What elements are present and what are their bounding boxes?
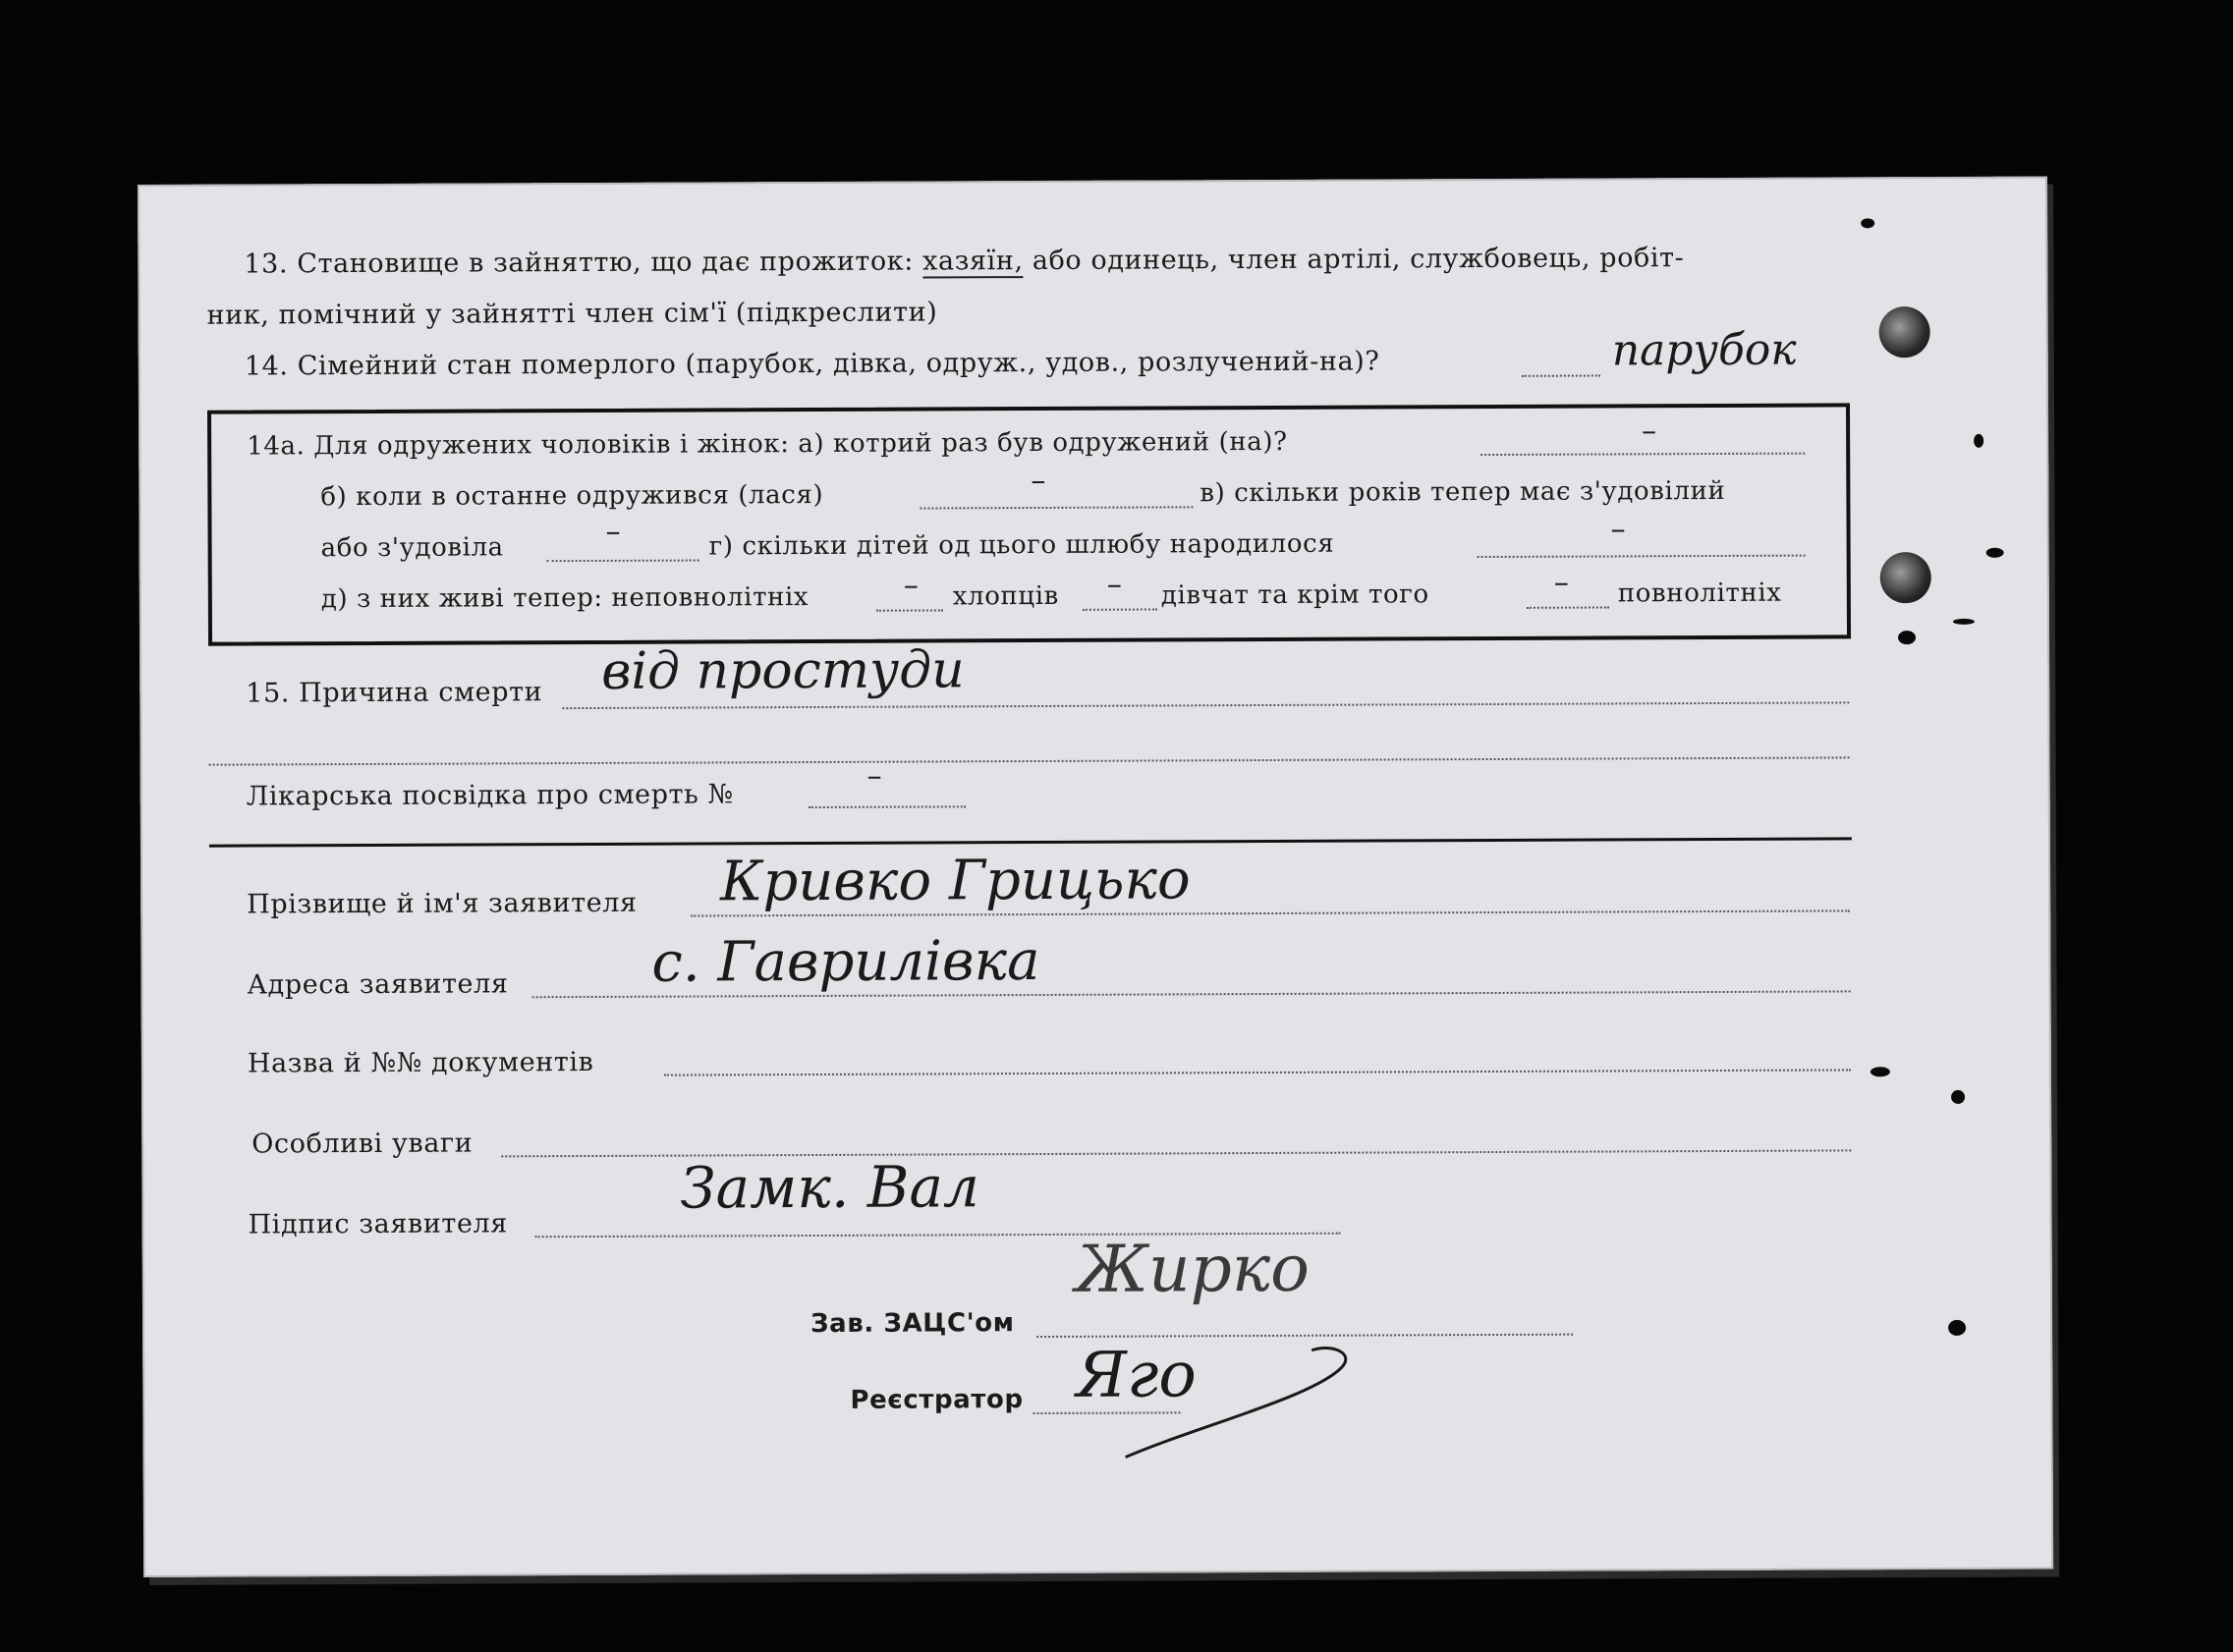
punch-hole-middle [1880,552,1931,603]
item13-suffix: або одинець, член артілі, службовець, робіт- [1032,243,1685,277]
item15-second-dotline [209,756,1850,765]
item14a-line4-b-dotline [1083,608,1157,610]
applicant-signature-label: Підпис заявителя [248,1208,508,1240]
item14a-line4-a: д) з них живі тепер: неповнолітніх [320,582,809,615]
speck [1861,218,1874,228]
item13-line2: ник, помічний у зайнятті член сім'ї (підкреслити) [206,297,938,331]
registrar-label: Реєстратор [850,1385,1024,1415]
item13-underlined-option: хазяїн, [922,246,1024,277]
applicant-name-handwritten-value: Кривко Грицько [719,848,1191,914]
item14a-line4-b: хлопців [952,580,1059,612]
item14a-line3-a-value: – [605,514,621,549]
notes-label: Особливі уваги [251,1128,474,1160]
item14a-line3-a: або з'удовіла [320,532,504,564]
head-zags-label: Зав. ЗАЦС'ом [810,1308,1015,1340]
medical-certificate-value: – [866,758,882,794]
item14a-line1: 14а. Для одружених чоловіків і жінок: а) котрий раз був одружений (на)? [247,426,1288,462]
speck [1870,1067,1890,1076]
item14a-line1-value: – [1642,413,1657,449]
item14a-line4-a-value: – [903,568,919,603]
item14a-line4-a-dotline [876,609,943,611]
medical-certificate-label: Лікарська посвідка про смерть № [246,779,734,812]
item14-handwritten-value: парубок [1611,324,1797,376]
documents-label: Назва й №№ документів [247,1046,594,1079]
item14a-line4-c-value: – [1553,565,1569,600]
item14a-line4-d: повнолітніх [1617,578,1782,609]
section-divider [209,837,1852,847]
speck [1986,548,2004,558]
medical-certificate-dotline [809,805,966,808]
item14-dotline [1522,375,1600,377]
item14a-line2-a-value: – [1031,463,1046,499]
form-sheet [138,177,2053,1577]
item14a-line2-b: в) скільки років тепер має з'удовілий [1200,475,1726,509]
item14a-line3-b: г) скільки дітей од цього шлюбу народилося [708,528,1335,562]
applicant-address-label: Адреса заявителя [247,968,509,1001]
speck [1951,1090,1965,1104]
speck [1953,619,1975,625]
applicant-name-label: Прізвище й ім'я заявителя [247,887,638,920]
documents-dotline [664,1069,1851,1075]
punch-hole-top [1879,306,1930,358]
item14-label: 14. Сімейний стан померлого (парубок, дівка, одруж., удов., розлучений-на)? [244,346,1380,382]
head-zags-signature: Жирко [1075,1230,1311,1307]
applicant-signature-handwritten-value: Замк. Вал [680,1153,980,1222]
item14a-line4-c-dotline [1527,606,1609,608]
registrar-signature: Яго [1076,1339,1198,1412]
item13-prefix: 13. Становище в зайняттю, що дає прожиток: [244,246,915,280]
applicant-address-handwritten-value: с. Гаврилівка [651,929,1040,995]
registrar-signature-flourish [1115,1328,1391,1470]
item14a-line2-a: б) коли в останне одружився (лася) [320,479,824,513]
item13-line1 [244,243,1684,279]
item15-handwritten-value: від простуди [601,640,965,701]
item15-dotline [562,701,1849,709]
speck [1948,1320,1966,1336]
speck [1974,434,1983,448]
item14a-line4-c: дівчат та крім того [1160,579,1429,611]
speck [1898,631,1916,644]
item14a-line4-b-value: – [1106,567,1122,602]
item15-label: 15. Причина смерти [246,677,543,709]
item14a-line3-b-value: – [1610,512,1626,547]
